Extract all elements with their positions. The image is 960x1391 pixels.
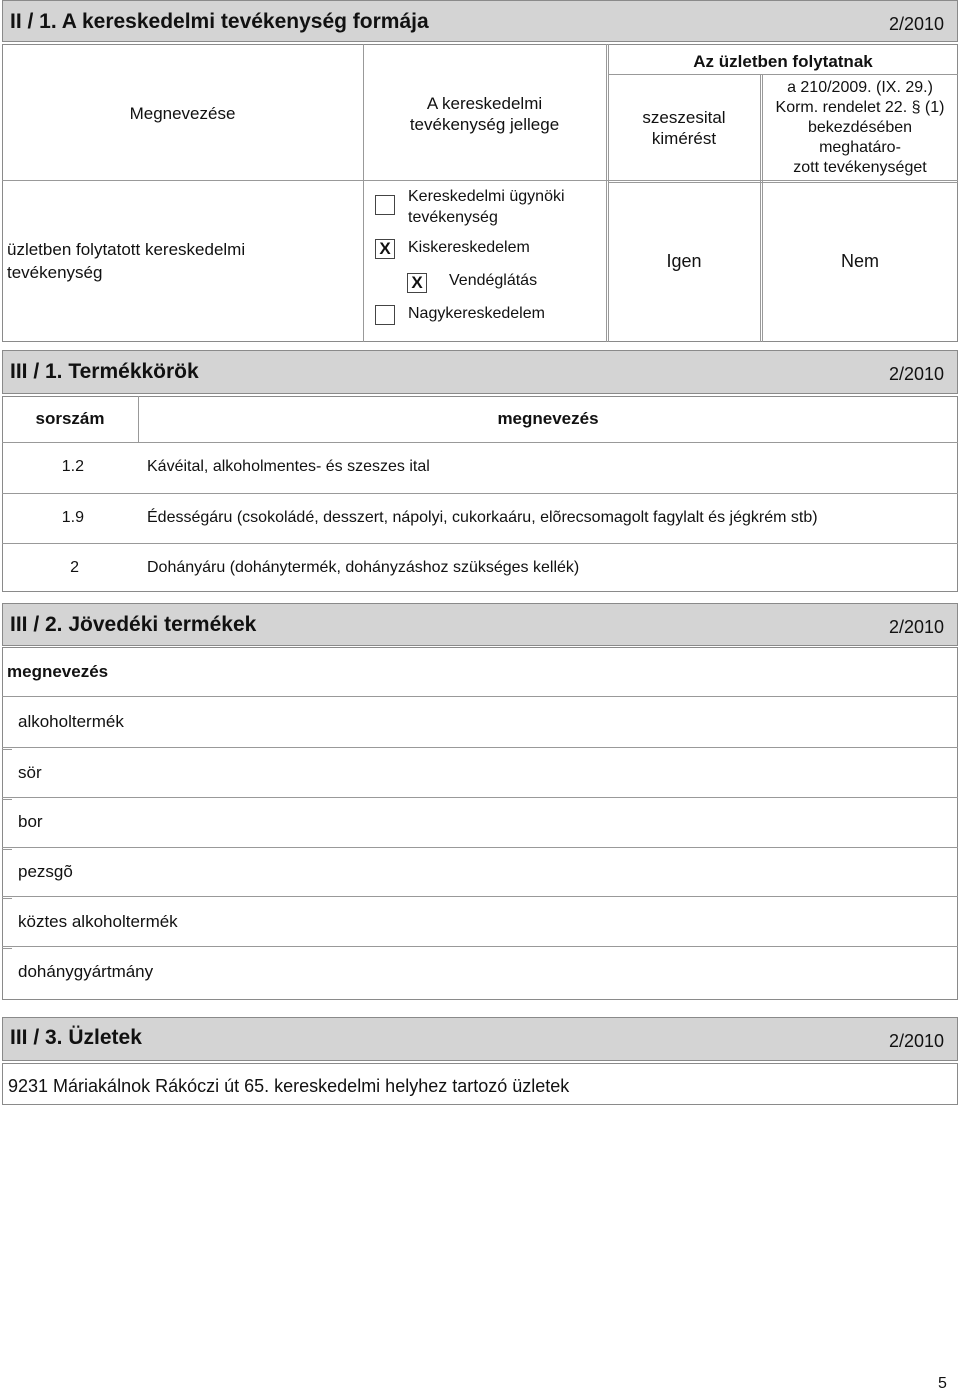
shop-address: 9231 Máriakálnok Rákóczi út 65. kereskedelmi helyhez tartozó üzletek [8,1076,570,1096]
list-item: sör [18,763,42,782]
col-header-nature: A kereskedelmi tevékenység jellege [409,94,560,134]
row-number: 1.9 [61,509,84,526]
option-catering-label: Vendéglátás [449,272,538,289]
row-label: üzletben folytatott kereskedelmi tevékenység [7,240,246,282]
section-header-forma [2,0,958,42]
list-item: bor [18,812,43,831]
section-title: III / 1. Termékkörök [10,360,199,383]
list-item: pezsgõ [18,862,73,881]
section-header-jovedeki [2,603,958,646]
col-header-number: sorszám [35,409,105,428]
section-header-uzletek [2,1017,958,1061]
option-retail-label: Kiskereskedelem [408,239,530,256]
section-header-termekkorok [2,350,958,394]
row-number: 1.2 [61,458,84,475]
checkbox-wholesale[interactable] [375,305,395,325]
row-number: 2 [70,559,79,576]
list-item: köztes alkoholtermék [18,912,178,931]
col-header-product: megnevezés [497,409,599,428]
section-year: 2/2010 [888,1031,944,1051]
section-title: II / 1. A kereskedelmi tevékenység formája [10,10,429,33]
row-product: Édességáru (csokoládé, desszert, nápolyi, cukorkaáru, elõrecsomagolt fagylalt és jégkrém stb) [147,509,818,526]
col-header-shop: Az üzletben folytatnak [693,52,873,71]
row-product: Kávéital, alkoholmentes- és szeszes ital [147,458,430,475]
row-product: Dohányáru (dohánytermék, dohányzáshoz szükséges kellék) [147,559,580,576]
list-item: dohánygyártmány [18,962,154,981]
section-title: III / 2. Jövedéki termékek [10,613,257,636]
option-agent-label: Kereskedelmi ügynöki tevékenység [408,188,565,226]
option-wholesale-label: Nagykereskedelem [408,305,545,322]
checkbox-catering[interactable]: X [407,273,427,293]
list-item: alkoholtermék [18,712,124,731]
page-number: 5 [938,1375,947,1391]
col-header-name: Megnevezése [129,104,236,123]
col-header-decree: a 210/2009. (IX. 29.) Korm. rendelet 22. § (1) bekezdésében meghatáro- zott tevékenységet [775,79,945,176]
section-year: 2/2010 [888,14,944,34]
jovedeki-table [2,647,958,1000]
section-year: 2/2010 [888,617,944,637]
section-year: 2/2010 [888,364,944,384]
alcohol-value: Igen [666,251,702,271]
decree-value: Nem [840,251,879,271]
section-title: III / 3. Üzletek [10,1026,142,1049]
col-header-alcohol: szeszesital kimérést [642,108,726,148]
col-header-product: megnevezés [7,662,109,681]
checkbox-retail[interactable]: X [375,239,395,259]
checkbox-agent[interactable] [375,195,395,215]
